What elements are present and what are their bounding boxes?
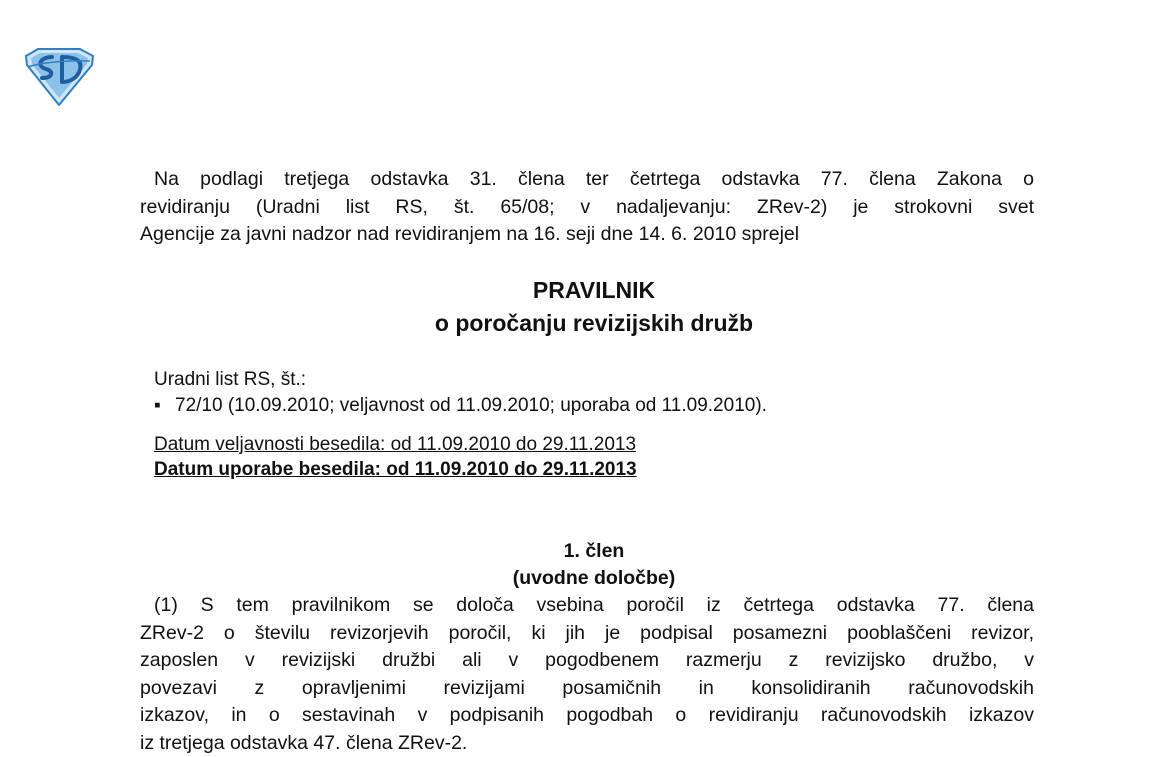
gazette-label: Uradni list RS, št.: xyxy=(154,367,767,393)
gazette-entry xyxy=(154,393,767,419)
gazette-entry-text: 72/10 (10.09.2010; veljavnost od 11.09.2010; uporaba od 11.09.2010). xyxy=(175,395,767,416)
gazette-info xyxy=(154,367,767,419)
paragraph-line: zaposlen v revizijski družbi ali v pogodbenem razmerju z revizijsko družbo, v xyxy=(140,647,1034,675)
article-number: 1. člen xyxy=(140,538,1048,565)
preamble-line: Na podlagi tretjega odstavka 31. člena ter četrtega odstavka 77. člena Zakona o xyxy=(140,166,1034,194)
preamble-line: Agencije za javni nadzor nad revidiranjem na 16. seji dne 14. 6. 2010 sprejel xyxy=(140,221,1034,249)
paragraph-line: izkazov, in o sestavinah v podpisanih pogodbah o revidiranju računovodskih izkazov xyxy=(140,702,1034,730)
paragraph-line: povezavi z opravljenimi revizijami posamičnih in konsolidiranih računovodskih xyxy=(140,675,1034,703)
paragraph-line: (1) S tem pravilnikom se določa vsebina poročil iz četrtega odstavka 77. člena xyxy=(140,592,1034,620)
document-subtitle: o poročanju revizijskih družb xyxy=(140,307,1048,339)
validity-dates xyxy=(154,432,637,482)
article-heading: (uvodne določbe) xyxy=(140,565,1048,592)
bullet-icon: ▪ xyxy=(154,393,175,419)
preamble xyxy=(140,166,1034,249)
logo-shield-icon xyxy=(22,48,96,106)
preamble-line: revidiranju (Uradni list RS, št. 65/08; v nadaljevanju: ZRev-2) je strokovni svet xyxy=(140,194,1034,222)
article-paragraph xyxy=(140,592,1034,757)
paragraph-line: iz tretjega odstavka 47. člena ZRev-2. xyxy=(140,730,1034,757)
paragraph-line: ZRev-2 o številu revizorjevih poročil, ki jih je podpisal posamezni pooblaščeni revizor, xyxy=(140,620,1034,648)
use-date: Datum uporabe besedila: od 11.09.2010 do 29.11.2013 xyxy=(154,457,637,482)
document-title: PRAVILNIK xyxy=(140,274,1048,306)
validity-date: Datum veljavnosti besedila: od 11.09.2010 do 29.11.2013 xyxy=(154,432,637,457)
